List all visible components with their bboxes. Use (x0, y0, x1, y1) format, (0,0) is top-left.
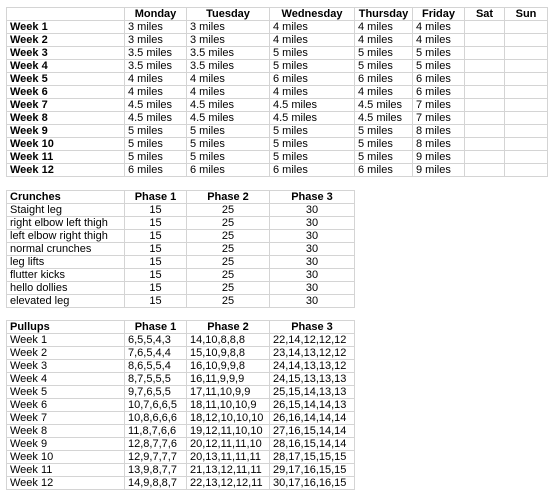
table-row (7, 360, 355, 373)
crunches-cell: 25 (187, 282, 270, 295)
pullups-cell: 10,7,6,6,5 (125, 399, 187, 412)
table-row (7, 151, 548, 164)
pullups-cell: 18,12,10,10,10 (187, 412, 270, 425)
schedule-cell: 5 miles (355, 125, 413, 138)
table-row (7, 399, 355, 412)
schedule-cell: 6 miles (270, 73, 355, 86)
table-row (7, 125, 548, 138)
schedule-cell: 6 miles (355, 164, 413, 177)
crunches-cell: 25 (187, 230, 270, 243)
schedule-cell: 4 miles (187, 86, 270, 99)
crunches-cell: 30 (270, 217, 355, 230)
pullups-row-label: Week 6 (7, 399, 125, 412)
schedule-cell (465, 73, 505, 86)
crunches-cell: 30 (270, 243, 355, 256)
pullups-cell: 28,16,15,14,14 (270, 438, 355, 451)
table-row (7, 373, 355, 386)
schedule-cell (465, 99, 505, 112)
pullups-cell: 26,16,14,14,14 (270, 412, 355, 425)
schedule-header-cell: Monday (125, 8, 187, 21)
crunches-header-cell: Phase 2 (187, 191, 270, 204)
crunches-row-label: left elbow right thigh (7, 230, 125, 243)
table-row (7, 73, 548, 86)
schedule-cell (505, 34, 548, 47)
schedule-cell (505, 86, 548, 99)
schedule-row-label: Week 6 (7, 86, 125, 99)
pullups-cell: 20,13,11,11,11 (187, 451, 270, 464)
table-row (7, 347, 355, 360)
schedule-cell (505, 73, 548, 86)
schedule-cell: 4 miles (187, 73, 270, 86)
schedule-cell (465, 138, 505, 151)
schedule-cell: 4.5 miles (355, 112, 413, 125)
pullups-cell: 20,12,11,11,10 (187, 438, 270, 451)
crunches-cell: 15 (125, 295, 187, 308)
table-row (7, 164, 548, 177)
crunches-row-label: right elbow left thigh (7, 217, 125, 230)
pullups-cell: 11,8,7,6,6 (125, 425, 187, 438)
schedule-header-cell (7, 8, 125, 21)
schedule-cell: 9 miles (413, 164, 465, 177)
pullups-header-cell: Phase 1 (125, 321, 187, 334)
pullups-cell: 22,14,12,12,12 (270, 334, 355, 347)
pullups-row-label: Week 1 (7, 334, 125, 347)
schedule-cell (465, 86, 505, 99)
pullups-row-label: Week 2 (7, 347, 125, 360)
pullups-cell: 16,10,9,9,8 (187, 360, 270, 373)
table-row (7, 34, 548, 47)
schedule-cell: 7 miles (413, 112, 465, 125)
schedule-cell: 4 miles (413, 34, 465, 47)
schedule-cell (505, 151, 548, 164)
schedule-cell: 3.5 miles (125, 47, 187, 60)
schedule-cell: 8 miles (413, 125, 465, 138)
crunches-cell: 25 (187, 243, 270, 256)
pullups-cell: 23,14,13,12,12 (270, 347, 355, 360)
pullups-cell: 15,10,9,8,8 (187, 347, 270, 360)
schedule-cell: 5 miles (270, 151, 355, 164)
table-row (7, 269, 355, 282)
pullups-row-label: Week 7 (7, 412, 125, 425)
pullups-cell: 17,11,10,9,9 (187, 386, 270, 399)
crunches-header-cell: Phase 1 (125, 191, 187, 204)
crunches-cell: 15 (125, 217, 187, 230)
table-row (7, 451, 355, 464)
schedule-cell: 3.5 miles (187, 60, 270, 73)
schedule-cell (465, 60, 505, 73)
pullups-header-row (7, 321, 355, 334)
schedule-cell (465, 34, 505, 47)
schedule-cell (505, 99, 548, 112)
pullups-row-label: Week 3 (7, 360, 125, 373)
schedule-cell: 5 miles (125, 125, 187, 138)
schedule-header-cell: Wednesday (270, 8, 355, 21)
crunches-row-label: elevated leg (7, 295, 125, 308)
schedule-cell: 4 miles (125, 86, 187, 99)
schedule-cell: 4 miles (355, 34, 413, 47)
schedule-cell: 5 miles (125, 151, 187, 164)
pullups-cell: 10,8,6,6,6 (125, 412, 187, 425)
schedule-cell: 5 miles (355, 151, 413, 164)
schedule-cell (465, 112, 505, 125)
schedule-cell: 4.5 miles (270, 112, 355, 125)
schedule-cell: 6 miles (125, 164, 187, 177)
crunches-cell: 30 (270, 269, 355, 282)
pullups-row-label: Week 4 (7, 373, 125, 386)
schedule-cell (465, 151, 505, 164)
pullups-cell: 30,17,16,16,15 (270, 477, 355, 490)
schedule-cell: 4.5 miles (270, 99, 355, 112)
schedule-row-label: Week 4 (7, 60, 125, 73)
schedule-cell: 6 miles (413, 73, 465, 86)
table-row (7, 412, 355, 425)
schedule-cell: 4 miles (355, 21, 413, 34)
table-row (7, 21, 548, 34)
schedule-row-label: Week 5 (7, 73, 125, 86)
crunches-cell: 15 (125, 204, 187, 217)
crunches-cell: 30 (270, 282, 355, 295)
schedule-cell (465, 125, 505, 138)
schedule-cell: 5 miles (413, 47, 465, 60)
schedule-cell: 5 miles (355, 138, 413, 151)
table-row (7, 204, 355, 217)
schedule-cell: 5 miles (270, 138, 355, 151)
schedule-cell (505, 47, 548, 60)
table-row (7, 282, 355, 295)
crunches-cell: 15 (125, 269, 187, 282)
pullups-cell: 21,13,12,11,11 (187, 464, 270, 477)
running-schedule-table (6, 7, 548, 177)
pullups-cell: 27,16,15,14,14 (270, 425, 355, 438)
pullups-cell: 24,14,13,13,12 (270, 360, 355, 373)
pullups-cell: 24,15,13,13,13 (270, 373, 355, 386)
table-row (7, 243, 355, 256)
schedule-cell (505, 125, 548, 138)
schedule-cell: 4 miles (270, 34, 355, 47)
crunches-row-label: flutter kicks (7, 269, 125, 282)
schedule-body (7, 21, 548, 177)
schedule-row-label: Week 12 (7, 164, 125, 177)
schedule-cell: 4 miles (125, 73, 187, 86)
pullups-header-cell: Phase 2 (187, 321, 270, 334)
schedule-cell: 5 miles (270, 125, 355, 138)
table-row (7, 438, 355, 451)
schedule-cell: 3 miles (125, 21, 187, 34)
schedule-cell: 5 miles (355, 60, 413, 73)
crunches-table (6, 190, 355, 308)
table-row (7, 334, 355, 347)
table-row (7, 47, 548, 60)
schedule-row-label: Week 1 (7, 21, 125, 34)
schedule-cell: 4.5 miles (125, 99, 187, 112)
schedule-cell: 3 miles (187, 21, 270, 34)
schedule-row-label: Week 3 (7, 47, 125, 60)
schedule-cell: 3.5 miles (187, 47, 270, 60)
pullups-row-label: Week 8 (7, 425, 125, 438)
schedule-cell: 6 miles (187, 164, 270, 177)
pullups-cell: 26,15,14,14,13 (270, 399, 355, 412)
crunches-cell: 25 (187, 295, 270, 308)
pullups-row-label: Week 5 (7, 386, 125, 399)
pullups-row-label: Week 12 (7, 477, 125, 490)
schedule-cell: 6 miles (270, 164, 355, 177)
crunches-cell: 15 (125, 243, 187, 256)
schedule-cell (505, 112, 548, 125)
crunches-cell: 30 (270, 256, 355, 269)
pullups-cell: 13,9,8,7,7 (125, 464, 187, 477)
pullups-cell: 28,17,15,15,15 (270, 451, 355, 464)
table-row (7, 477, 355, 490)
schedule-cell: 9 miles (413, 151, 465, 164)
schedule-cell: 5 miles (187, 151, 270, 164)
pullups-cell: 29,17,16,15,15 (270, 464, 355, 477)
pullups-row-label: Week 11 (7, 464, 125, 477)
schedule-cell: 5 miles (355, 47, 413, 60)
schedule-cell: 4 miles (413, 21, 465, 34)
schedule-header-cell: Thursday (355, 8, 413, 21)
schedule-cell: 5 miles (270, 47, 355, 60)
schedule-header-cell: Sat (465, 8, 505, 21)
pullups-cell: 16,11,9,9,9 (187, 373, 270, 386)
schedule-cell: 5 miles (187, 138, 270, 151)
pullups-body (7, 334, 355, 490)
schedule-cell (505, 164, 548, 177)
crunches-row-label: hello dollies (7, 282, 125, 295)
pullups-cell: 8,6,5,5,4 (125, 360, 187, 373)
crunches-header-row (7, 191, 355, 204)
crunches-cell: 30 (270, 295, 355, 308)
table-row (7, 256, 355, 269)
pullups-header-cell: Phase 3 (270, 321, 355, 334)
crunches-header-cell: Crunches (7, 191, 125, 204)
pullups-cell: 25,15,14,13,13 (270, 386, 355, 399)
crunches-row-label: Staight leg (7, 204, 125, 217)
schedule-row-label: Week 7 (7, 99, 125, 112)
schedule-cell: 6 miles (355, 73, 413, 86)
schedule-cell: 5 miles (187, 125, 270, 138)
table-row (7, 138, 548, 151)
schedule-cell: 8 miles (413, 138, 465, 151)
schedule-cell: 4.5 miles (187, 99, 270, 112)
pullups-cell: 22,13,12,12,11 (187, 477, 270, 490)
schedule-cell: 3 miles (125, 34, 187, 47)
schedule-cell: 5 miles (413, 60, 465, 73)
schedule-cell: 7 miles (413, 99, 465, 112)
schedule-cell: 4.5 miles (125, 112, 187, 125)
schedule-cell (465, 47, 505, 60)
schedule-cell (505, 60, 548, 73)
pullups-table (6, 320, 355, 490)
crunches-cell: 15 (125, 256, 187, 269)
table-row (7, 230, 355, 243)
crunches-header-cell: Phase 3 (270, 191, 355, 204)
schedule-cell: 4 miles (355, 86, 413, 99)
table-row (7, 99, 548, 112)
table-row (7, 217, 355, 230)
crunches-cell: 30 (270, 204, 355, 217)
schedule-row-label: Week 11 (7, 151, 125, 164)
schedule-header-cell: Tuesday (187, 8, 270, 21)
schedule-header-row (7, 8, 548, 21)
pullups-cell: 19,12,11,10,10 (187, 425, 270, 438)
pullups-cell: 12,9,7,7,7 (125, 451, 187, 464)
crunches-row-label: normal crunches (7, 243, 125, 256)
crunches-cell: 25 (187, 256, 270, 269)
schedule-cell (465, 21, 505, 34)
pullups-cell: 14,10,8,8,8 (187, 334, 270, 347)
schedule-header-cell: Friday (413, 8, 465, 21)
pullups-cell: 18,11,10,10,9 (187, 399, 270, 412)
schedule-row-label: Week 9 (7, 125, 125, 138)
schedule-header-cell: Sun (505, 8, 548, 21)
schedule-row-label: Week 8 (7, 112, 125, 125)
crunches-cell: 25 (187, 217, 270, 230)
table-row (7, 86, 548, 99)
crunches-cell: 25 (187, 269, 270, 282)
schedule-cell (505, 21, 548, 34)
pullups-header (7, 321, 355, 334)
schedule-cell (505, 138, 548, 151)
table-row (7, 112, 548, 125)
schedule-cell: 6 miles (413, 86, 465, 99)
pullups-cell: 6,5,5,4,3 (125, 334, 187, 347)
schedule-cell (465, 164, 505, 177)
crunches-cell: 25 (187, 204, 270, 217)
crunches-cell: 15 (125, 282, 187, 295)
schedule-cell: 3 miles (187, 34, 270, 47)
table-row (7, 464, 355, 477)
pullups-cell: 7,6,5,4,4 (125, 347, 187, 360)
schedule-cell: 4 miles (270, 21, 355, 34)
crunches-body (7, 204, 355, 308)
table-row (7, 295, 355, 308)
table-row (7, 386, 355, 399)
crunches-header (7, 191, 355, 204)
pullups-cell: 14,9,8,8,7 (125, 477, 187, 490)
pullups-row-label: Week 10 (7, 451, 125, 464)
schedule-row-label: Week 10 (7, 138, 125, 151)
pullups-cell: 12,8,7,7,6 (125, 438, 187, 451)
schedule-cell: 4 miles (270, 86, 355, 99)
table-row (7, 60, 548, 73)
schedule-cell: 4.5 miles (187, 112, 270, 125)
pullups-cell: 9,7,6,5,5 (125, 386, 187, 399)
table-row (7, 425, 355, 438)
schedule-cell: 5 miles (270, 60, 355, 73)
crunches-cell: 15 (125, 230, 187, 243)
crunches-row-label: leg lifts (7, 256, 125, 269)
pullups-header-cell: Pullups (7, 321, 125, 334)
pullups-cell: 8,7,5,5,5 (125, 373, 187, 386)
schedule-header (7, 8, 548, 21)
pullups-row-label: Week 9 (7, 438, 125, 451)
crunches-cell: 30 (270, 230, 355, 243)
schedule-cell: 3.5 miles (125, 60, 187, 73)
schedule-cell: 5 miles (125, 138, 187, 151)
schedule-row-label: Week 2 (7, 34, 125, 47)
schedule-cell: 4.5 miles (355, 99, 413, 112)
